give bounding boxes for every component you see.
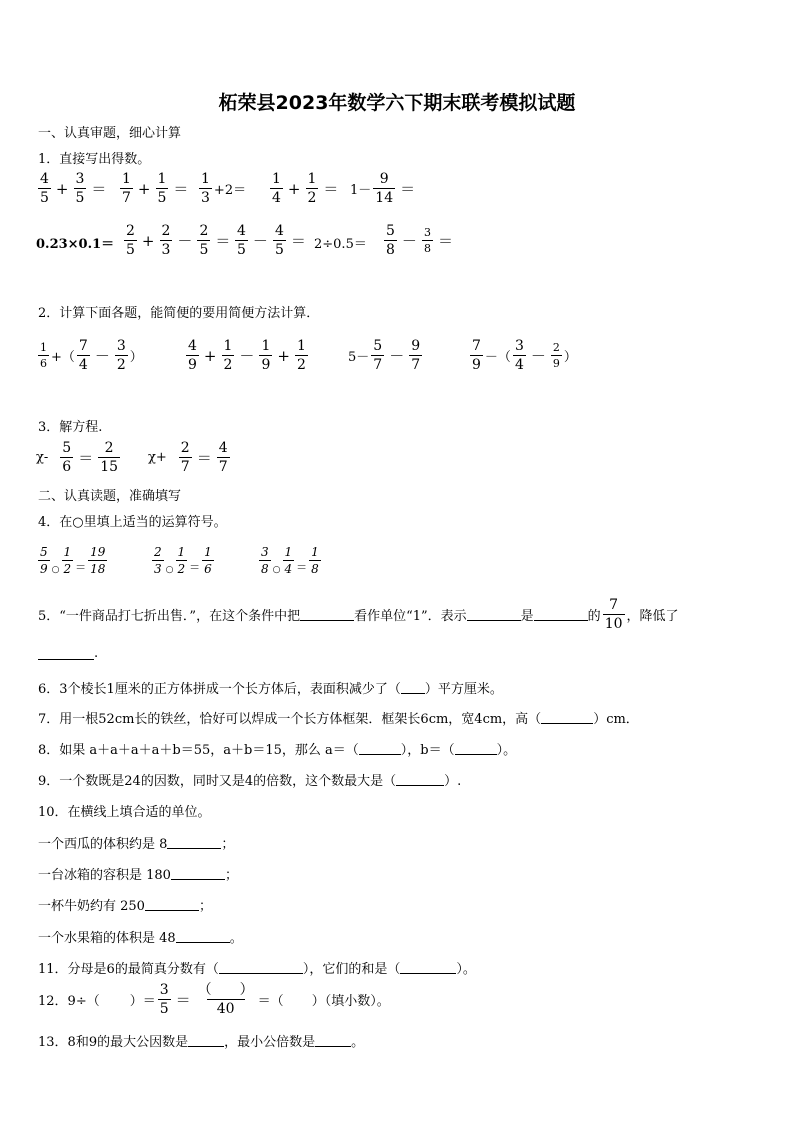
q2-expr-3: 5－ 5 7 － 9 7 — [348, 338, 421, 373]
q1-expr-9: 2÷0.5＝ — [314, 237, 367, 252]
q10-item-1: 一个西瓜的体积约是 8 ； — [38, 837, 235, 852]
q4-item-1: 5 9 ○ 1 2 ＝ 19 18 — [40, 545, 106, 576]
section-2-heading: 二、认真读题，准确填写 — [38, 489, 182, 504]
q10-item-4: 一个水果箱的体积是 48 。 — [38, 931, 243, 946]
q1-expr-10: 5 8 － 3 8 ＝ — [386, 223, 453, 258]
q12-blank-2[interactable]: （ ） 40 — [197, 982, 254, 1017]
q5-blank-3[interactable] — [534, 608, 588, 621]
q4-item-3: 3 8 ○ 1 4 ＝ 1 8 — [261, 545, 319, 576]
question-8: 8．如果 a＋a＋a＋a＋b＝55，a＋b＝15，那么 a＝（ ），b＝（ ）。 — [38, 743, 517, 758]
question-4: 4．在○里填上适当的运算符号。 — [38, 515, 227, 530]
q13-blank-1[interactable] — [188, 1034, 224, 1047]
question-5-cont: . — [38, 646, 98, 661]
q5-blank-1[interactable] — [300, 608, 354, 621]
q1-expr-5: 1－ 9 14 ＝ — [350, 171, 416, 206]
question-13: 13．8和9的最大公因数是 ，最小公倍数是 。 — [38, 1035, 365, 1050]
q3-equation-2: χ+ $\frac{2}{7}$ ＝ 4 7 — [148, 440, 228, 475]
q1-expr-6: 0.23×0.1＝ — [36, 237, 115, 252]
q1-expr-3: 1 3 +2＝ — [201, 171, 247, 206]
q11-blank-1[interactable] — [219, 961, 303, 974]
q13-blank-2[interactable] — [315, 1034, 351, 1047]
page-title: 柘荣县2023年数学六下期末联考模拟试题 — [218, 92, 576, 114]
q10-blank-4[interactable] — [176, 930, 230, 943]
q6-blank[interactable] — [401, 681, 425, 694]
q10-item-2: 一台冰箱的容积是 180 ； — [38, 868, 238, 883]
section-1-heading: 一、认真审题，细心计算 — [38, 126, 182, 141]
q5-blank-4[interactable] — [38, 647, 94, 660]
question-3: 3．解方程. — [38, 420, 103, 435]
q7-blank[interactable] — [541, 711, 593, 724]
q2-expr-2: 4 9 + $\frac{1}{2}$ － 1 9 + $\frac{1}{2}$ — [188, 338, 306, 373]
q10-blank-2[interactable] — [171, 867, 225, 880]
q4-item-2: 2 3 ○ 1 2 ＝ 1 6 — [154, 545, 212, 576]
question-7: 7．用一根52cm长的铁丝，恰好可以焊成一个长方体框架．框架长6cm，宽4cm，高（ ）cm． — [38, 712, 639, 727]
q1-expr-1: 4 5 + $\frac{3}{5}$ ＝ — [40, 171, 107, 206]
q1-expr-7: 2 5 + $\frac{2}{3}$ － 2 5 ＝ — [126, 223, 231, 258]
q1-expr-8: 4 5 － 4 5 ＝ — [237, 223, 306, 258]
q10-item-3: 一杯牛奶约有 250 ； — [38, 899, 212, 914]
question-2: 2．计算下面各题，能简便的要用简便方法计算． — [38, 306, 320, 321]
question-12: 12．9÷（ ）＝ 3 5 ＝ （ ） 40 ＝（ ）（填小数）。 — [38, 982, 390, 1017]
q9-blank[interactable] — [396, 773, 444, 786]
q10-blank-3[interactable] — [145, 898, 199, 911]
q3-equation-1: χ- 5 6 ＝ 2 15 — [36, 440, 119, 475]
q8-blank-a[interactable] — [359, 742, 401, 755]
q8-blank-b[interactable] — [455, 742, 497, 755]
question-9: 9．一个数既是24的因数，同时又是4的倍数，这个数最大是（ ）. — [38, 774, 462, 789]
question-10: 10．在横线上填合适的单位。 — [38, 805, 211, 820]
q1-expr-4: 1 4 + $\frac{1}{2}$ ＝ — [272, 171, 339, 206]
question-1: 1．直接写出得数。 — [38, 152, 151, 167]
question-11: 11．分母是6的最简真分数有（ ），它们的和是（ ）。 — [38, 962, 476, 977]
q2-expr-1: 1 6 +（ 7 4 － 3 2 ） — [40, 338, 143, 373]
q2-expr-4: 7 9 －（ 3 4 － 2 9 ） — [472, 338, 577, 373]
q1-expr-2: 1 7 + $\frac{1}{5}$ ＝ — [122, 171, 189, 206]
q10-blank-1[interactable] — [167, 836, 221, 849]
q11-blank-2[interactable] — [400, 961, 456, 974]
question-6: 6．3个棱长1厘米的正方体拼成一个长方体后，表面积减少了（ ）平方厘米。 — [38, 682, 503, 697]
q5-blank-2[interactable] — [467, 608, 521, 621]
question-5: 5．“一件商品打七折出售．”，在这个条件中把 看作单位“1”．表示 是 的 7 10 ，降低了 — [38, 597, 679, 632]
